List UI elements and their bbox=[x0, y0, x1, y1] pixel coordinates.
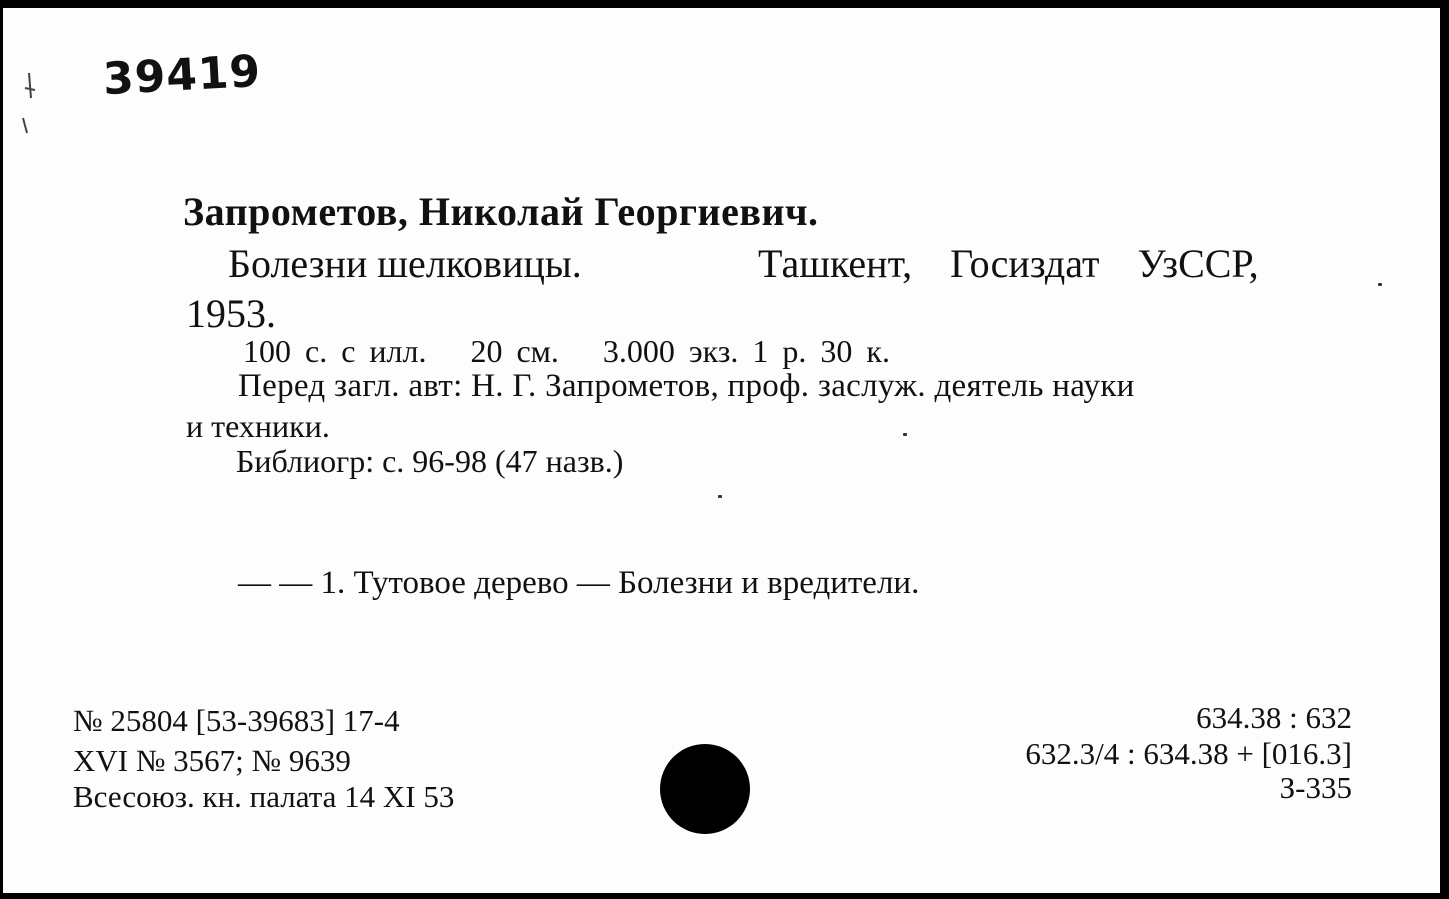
classification-line-2: 632.3/4 : 634.38 + [016.3] bbox=[1025, 736, 1352, 771]
inventory-number: 39419 bbox=[101, 45, 263, 106]
speck bbox=[1378, 283, 1382, 286]
margin-mark bbox=[15, 68, 45, 138]
book-title: Болезни шелковицы. bbox=[228, 241, 582, 286]
subject-heading: — — 1. Тутовое дерево — Болезни и вредители. bbox=[238, 565, 920, 601]
registry-line-1: № 25804 [53-39683] 17-4 bbox=[73, 703, 400, 738]
registry-line-2: XVI № 3567; № 9639 bbox=[73, 743, 351, 778]
author-heading: Запрометов, Николай Георгиевич. bbox=[183, 189, 819, 234]
copies-price: 3.000 экз. 1 р. 30 к. bbox=[602, 333, 890, 369]
punch-hole bbox=[660, 744, 750, 834]
catalog-card bbox=[3, 8, 1440, 893]
speck bbox=[718, 495, 722, 498]
note-line-1: Перед загл. авт: Н. Г. Запрометов, проф. заслуж. деятель науки bbox=[238, 368, 1135, 404]
note-line-2: и техники. bbox=[186, 408, 330, 444]
classification-line-1: 634.38 : 632 bbox=[1196, 700, 1352, 735]
registry-line-3: Всесоюз. кн. палата 14 XI 53 bbox=[73, 779, 455, 814]
bibliography-note: Библиогр: с. 96-98 (47 назв.) bbox=[236, 443, 624, 479]
physical-description bbox=[243, 333, 890, 370]
pages: 100 с. с илл. bbox=[243, 333, 427, 369]
publication-year: 1953. bbox=[186, 291, 276, 336]
speck bbox=[903, 433, 907, 436]
classification-line-3: З-335 bbox=[1279, 770, 1352, 805]
size: 20 см. bbox=[470, 333, 559, 369]
publication-info: Ташкент, Госиздат УзССР, bbox=[758, 241, 1259, 286]
